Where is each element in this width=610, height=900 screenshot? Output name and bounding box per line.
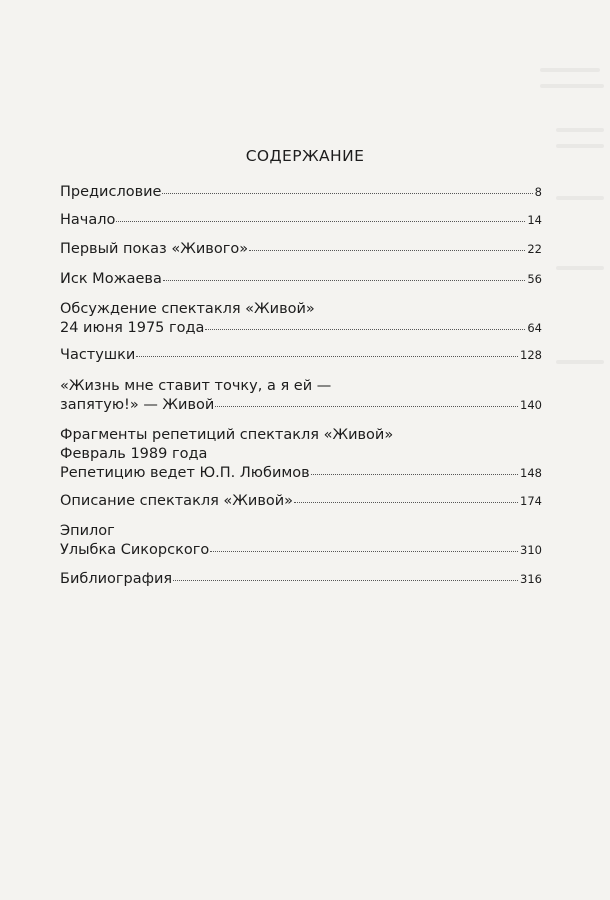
toc-entry-subtitle: запятую!» — Живой (60, 397, 215, 413)
toc-entry[interactable] (60, 270, 542, 289)
toc-entry[interactable] (60, 426, 542, 483)
toc-page-number: 140 (520, 398, 542, 412)
toc-entry[interactable] (60, 492, 542, 511)
toc-entry[interactable] (60, 240, 542, 259)
leader-dots (173, 580, 518, 581)
toc-entry[interactable] (60, 522, 542, 560)
toc-title: СОДЕРЖАНИЕ (245, 147, 365, 165)
toc-entry[interactable] (60, 570, 542, 589)
toc-entry-title: Библиография (60, 571, 173, 587)
toc-page-number: 128 (520, 348, 542, 362)
leader-dots (205, 329, 525, 330)
leader-dots (210, 551, 518, 552)
toc-entry[interactable] (60, 300, 542, 338)
toc-page-number: 174 (520, 494, 542, 508)
toc-entry-subtitle: 24 июня 1975 года (60, 320, 205, 336)
leader-dots (162, 193, 532, 194)
leader-dots (249, 250, 525, 251)
show-through-mark (540, 68, 600, 72)
show-through-mark (556, 360, 604, 364)
show-through-mark (556, 196, 604, 200)
toc-entry-title: Начало (60, 212, 116, 228)
leader-dots (136, 356, 518, 357)
toc-entry-title: Эпилог (60, 523, 115, 539)
toc-entry-title: Описание спектакля «Живой» (60, 493, 294, 509)
show-through-mark (556, 128, 604, 132)
toc-entry-subtitle: Февраль 1989 года (60, 446, 208, 462)
toc-entry[interactable] (60, 183, 542, 202)
leader-dots (294, 502, 518, 503)
show-through-mark (556, 266, 604, 270)
toc-page-number: 56 (527, 272, 542, 286)
leader-dots (311, 474, 518, 475)
toc-page-number: 316 (520, 572, 542, 586)
toc-entry-subtitle: Репетицию ведет Ю.П. Любимов (60, 465, 310, 481)
toc-page-number: 310 (520, 543, 542, 557)
toc-entry[interactable] (60, 346, 542, 365)
toc-entry-title: Обсуждение спектакля «Живой» (60, 301, 315, 317)
toc-entry-title: Частушки (60, 347, 136, 363)
toc-page-number: 64 (527, 321, 542, 335)
toc-entry-title: Иск Можаева (60, 271, 162, 287)
toc-entry-title: «Жизнь мне ставит точку, а я ей — (60, 378, 332, 394)
toc-entry-title: Предисловие (60, 184, 162, 200)
toc-entry-subtitle: Улыбка Сикорского (60, 542, 210, 558)
show-through-mark (540, 84, 604, 88)
leader-dots (116, 221, 525, 222)
toc-entry[interactable] (60, 377, 542, 415)
toc-page-number: 148 (520, 466, 542, 480)
leader-dots (163, 280, 525, 281)
toc-entry-title: Первый показ «Живого» (60, 241, 249, 257)
toc-entry[interactable] (60, 211, 542, 230)
toc-page-number: 14 (527, 213, 542, 227)
leader-dots (215, 406, 518, 407)
toc-page-number: 22 (527, 242, 542, 256)
toc-page-number: 8 (534, 185, 542, 199)
toc-entry-title: Фрагменты репетиций спектакля «Живой» (60, 427, 394, 443)
